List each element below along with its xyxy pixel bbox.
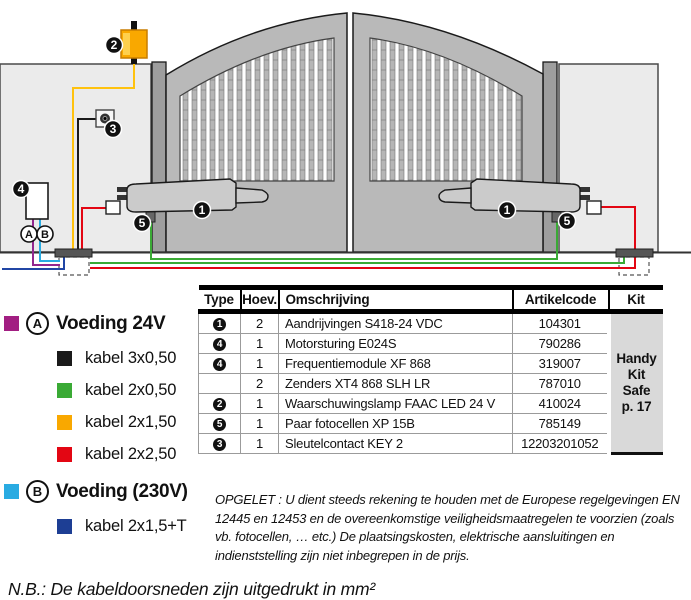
cell-type: [199, 394, 241, 414]
callout-lamp: [106, 37, 123, 54]
cell-qty: 1: [241, 414, 279, 434]
cell-code: 12203201052: [513, 434, 609, 454]
svg-text:1: 1: [503, 203, 511, 217]
callout-letter-b: [37, 226, 53, 242]
svg-text:3: 3: [109, 122, 117, 136]
callout-photocell-right: [559, 213, 576, 230]
type-badge: 4: [213, 358, 226, 371]
cell-qty: 2: [241, 374, 279, 394]
type-badge: 3: [213, 438, 226, 451]
kit-line: Safe: [622, 383, 651, 398]
callout-keyswitch: [105, 121, 122, 138]
legend-b-letter: B: [26, 480, 49, 503]
col-header-omschrijving: Omschrijving: [279, 288, 513, 312]
cell-type: [199, 354, 241, 374]
warning-note: OPGELET : U dient steeds rekening te houden met de Europese regelgevingen EN 12445 en 12453 en de overeenkomstige veiligheidsmaatregelen te voorzien (zoals vb. fotocellen, … etc.) De plaatsingskosten, elektrische aansluitingen en indienststelling zijn niet inbegrepen in de prijs.: [215, 492, 680, 563]
gate-post-left: [152, 62, 166, 252]
cell-qty: 1: [241, 434, 279, 454]
connector-left: [106, 201, 120, 214]
cell-code: 410024: [513, 394, 609, 414]
cell-type: [199, 414, 241, 434]
cable-color-swatch: [57, 415, 72, 430]
legend-item: [57, 349, 176, 368]
type-badge: 4: [213, 338, 226, 351]
warning-lamp: [121, 21, 147, 64]
callout-control: [13, 181, 30, 198]
legend-a-title: Voeding 24V: [56, 312, 166, 334]
installation-diagram: [0, 0, 691, 285]
cell-desc: Aandrijvingen S418-24 VDC: [279, 312, 513, 334]
svg-text:A: A: [25, 229, 33, 241]
legend-voeding-24v: [4, 312, 176, 477]
cell-code: 785149: [513, 414, 609, 434]
cell-code: 104301: [513, 312, 609, 334]
cell-type: [199, 334, 241, 354]
table-header-row: [199, 288, 663, 312]
gate-post-right: [543, 62, 557, 252]
nb-note: N.B.: De kabeldoorsneden zijn uitgedrukt in mm²: [8, 578, 376, 599]
cell-desc: Sleutelcontact KEY 2: [279, 434, 513, 454]
connector-right: [587, 201, 601, 214]
type-badge: [213, 378, 226, 391]
cell-type: [199, 434, 241, 454]
svg-text:2: 2: [110, 38, 118, 52]
cable-label: kabel 3x0,50: [85, 349, 177, 367]
col-header-hoev: Hoev.: [241, 288, 279, 312]
svg-text:1: 1: [198, 203, 206, 217]
legend-a-title-row: [4, 312, 176, 335]
cable-label: kabel 2x1,50: [85, 413, 177, 431]
junction-lid-left: [55, 249, 92, 257]
svg-text:4: 4: [17, 182, 25, 196]
cable-color-swatch: [57, 351, 72, 366]
legend-item: [57, 517, 188, 536]
cell-desc: Zenders XT4 868 SLH LR: [279, 374, 513, 394]
cell-desc: Frequentiemodule XF 868: [279, 354, 513, 374]
cell-desc: Motorsturing E024S: [279, 334, 513, 354]
cable-label: kabel 2x1,5+T: [85, 517, 187, 535]
table-row: [199, 312, 663, 334]
col-header-kit: Kit: [609, 288, 663, 312]
callout-letter-a: [21, 226, 37, 242]
cell-code: 790286: [513, 334, 609, 354]
cell-desc: Waarschuwingslamp FAAC LED 24 V: [279, 394, 513, 414]
svg-text:B: B: [41, 229, 49, 241]
callout-actuator-left: [194, 202, 211, 219]
legend-a-letter: A: [26, 312, 49, 335]
svg-text:5: 5: [138, 216, 146, 230]
cell-qty: 1: [241, 334, 279, 354]
legend-item: [57, 445, 176, 464]
table-row: [199, 394, 663, 414]
cell-code: 787010: [513, 374, 609, 394]
kit-cell: [609, 312, 663, 454]
cell-qty: 1: [241, 354, 279, 374]
table-row: [199, 374, 663, 394]
table-row: [199, 434, 663, 454]
legend-b-marker: [4, 484, 19, 499]
cell-qty: 1: [241, 394, 279, 414]
callout-actuator-right: [499, 202, 516, 219]
svg-text:5: 5: [563, 214, 571, 228]
legend-voeding-230v: [4, 480, 188, 549]
kit-line: Kit: [627, 367, 646, 382]
lamp-highlight: [123, 33, 130, 55]
cell-type: [199, 312, 241, 334]
gate: [152, 13, 557, 252]
type-badge: 1: [213, 318, 226, 331]
legend-b-title: Voeding (230V): [56, 480, 188, 502]
table-row: [199, 354, 663, 374]
legend-b-title-row: [4, 480, 188, 503]
type-badge: 5: [213, 418, 226, 431]
cable-label: kabel 2x2,50: [85, 445, 177, 463]
cable-label: kabel 2x0,50: [85, 381, 177, 399]
cell-type: [199, 374, 241, 394]
cell-desc: Paar fotocellen XP 15B: [279, 414, 513, 434]
callout-photocell-left: [134, 215, 151, 232]
col-header-type: Type: [199, 288, 241, 312]
cell-code: 319007: [513, 354, 609, 374]
legend-item: [57, 413, 176, 432]
legend-a-marker: [4, 316, 19, 331]
legend-item: [57, 381, 176, 400]
table-row: [199, 414, 663, 434]
type-badge: 2: [213, 398, 226, 411]
wall-left: [0, 64, 151, 252]
cable-color-swatch: [57, 447, 72, 462]
kit-line: Handy: [616, 351, 657, 366]
table-row: [199, 334, 663, 354]
junction-lid-right: [616, 249, 653, 257]
parts-table: [198, 285, 663, 455]
cable-color-swatch: [57, 383, 72, 398]
col-header-artikelcode: Artikelcode: [513, 288, 609, 312]
cell-qty: 2: [241, 312, 279, 334]
cable-color-swatch: [57, 519, 72, 534]
kit-line: p. 17: [621, 399, 652, 414]
